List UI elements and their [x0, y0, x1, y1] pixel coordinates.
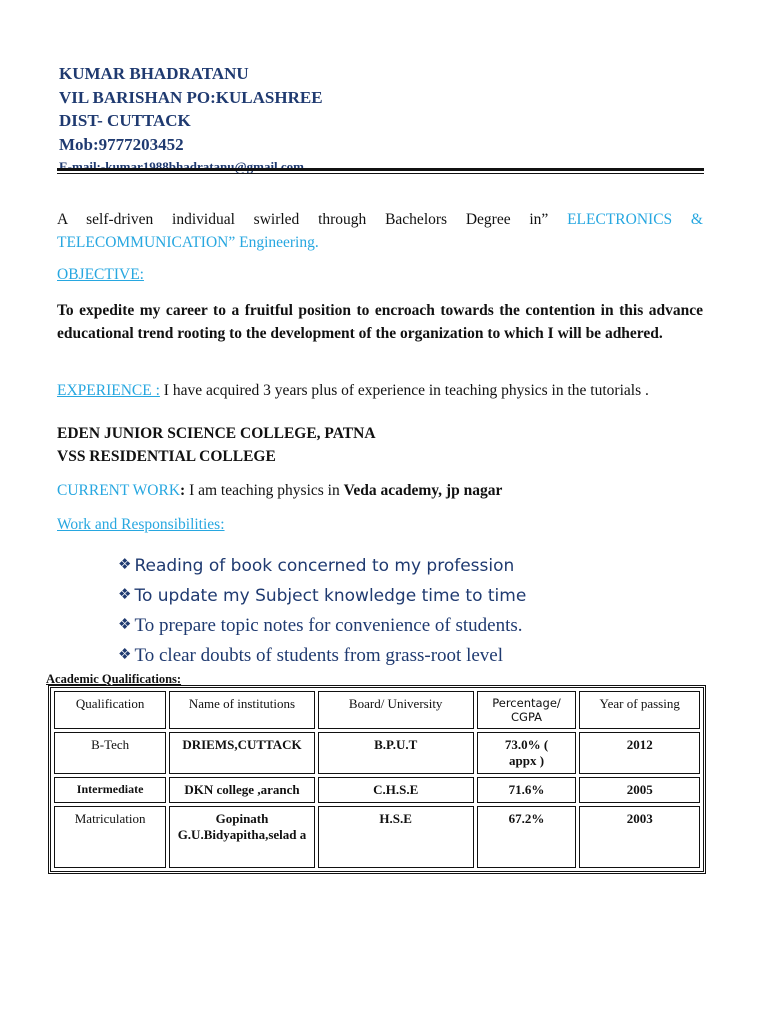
table-row	[54, 777, 700, 803]
responsibilities-heading: Work and Responsibilities:	[57, 516, 225, 533]
diamond-bullet-icon: ❖	[118, 647, 132, 663]
table-cell: H.S.E	[318, 806, 474, 868]
contact-header	[59, 62, 323, 176]
mobile-number: Mob:9777203452	[59, 134, 184, 154]
candidate-name: KUMAR BHADRATANU	[59, 64, 249, 83]
table-cell: C.H.S.E	[318, 777, 474, 803]
objective-heading: OBJECTIVE:	[57, 266, 144, 283]
list-item: ❖ Reading of book concerned to my profession	[118, 555, 515, 576]
table-cell: 67.2%	[477, 806, 577, 868]
experience-college-1: EDEN JUNIOR SCIENCE COLLEGE, PATNA	[57, 425, 376, 442]
diamond-bullet-icon: ❖	[118, 585, 132, 603]
table-cell: DKN college ,aranch	[169, 777, 315, 803]
current-work-line	[57, 482, 502, 500]
table-cell: 71.6%	[477, 777, 577, 803]
objective-text: To expedite my career to a fruitful position to encroach towards the contention in this advance educational trend rooting to the development of the organization to which I will be adhered.	[57, 302, 703, 342]
column-header: Percentage/ CGPA	[477, 691, 577, 729]
table-cell: DRIEMS,CUTTACK	[169, 732, 315, 774]
experience-text: I have acquired 3 years plus of experience in teaching physics in the tutorials .	[159, 382, 649, 399]
list-item: ❖ To clear doubts of students from grass-root level	[118, 645, 504, 666]
column-header: Qualification	[54, 691, 166, 729]
table-cell: B-Tech	[54, 732, 166, 774]
table-row	[54, 806, 700, 868]
header-divider-thin	[57, 173, 704, 174]
academic-qualifications-table	[48, 685, 706, 874]
responsibilities-list	[118, 552, 526, 672]
table-cell: 2003	[579, 806, 700, 868]
experience-college-2: VSS RESIDENTIAL COLLEGE	[57, 448, 276, 465]
diamond-bullet-icon: ❖	[118, 555, 132, 573]
table-cell: 73.0% ( appx )	[477, 732, 577, 774]
table-cell: B.P.U.T	[318, 732, 474, 774]
intro-paragraph	[57, 208, 703, 254]
address-line-2: DIST- CUTTACK	[59, 111, 191, 130]
table-cell: Matriculation	[54, 806, 166, 868]
column-header: Name of institutions	[169, 691, 315, 729]
table-cell: 2005	[579, 777, 700, 803]
table-row	[54, 732, 700, 774]
email-address: E-mail:-kumar1988bhadratanu@gmail.com	[59, 159, 305, 174]
column-header: Board/ University	[318, 691, 474, 729]
academic-qualifications-title: Academic Qualifications:	[46, 672, 182, 686]
experience-heading: EXPERIENCE :	[57, 382, 160, 399]
intro-text-start: A self-driven individual swirled through Bachelors Degree in”	[57, 211, 568, 228]
address-line-1: VIL BARISHAN PO:KULASHREE	[59, 87, 323, 107]
table-cell: Intermediate	[54, 777, 166, 803]
header-divider-thick	[57, 168, 704, 171]
diamond-bullet-icon: ❖	[118, 617, 132, 633]
current-work-colon: :	[180, 482, 186, 499]
column-header: Year of passing	[579, 691, 700, 729]
table-cell: 2012	[579, 732, 700, 774]
current-work-heading: CURRENT WORK	[57, 482, 181, 499]
current-work-place: Veda academy, jp nagar	[343, 482, 503, 499]
table-cell: Gopinath G.U.Bidyapitha,selad a	[169, 806, 315, 868]
list-item: ❖ To prepare topic notes for convenience of students.	[118, 615, 523, 636]
table-header-row	[54, 691, 700, 729]
list-item: ❖ To update my Subject knowledge time to time	[118, 585, 527, 606]
intro-text-end: ” Engineering.	[228, 234, 319, 251]
experience-paragraph	[57, 380, 703, 402]
current-work-text: I am teaching physics in	[185, 482, 344, 499]
intro-degree-highlight: ELECTRONICS & TELECOMMUNICATION	[57, 211, 703, 251]
